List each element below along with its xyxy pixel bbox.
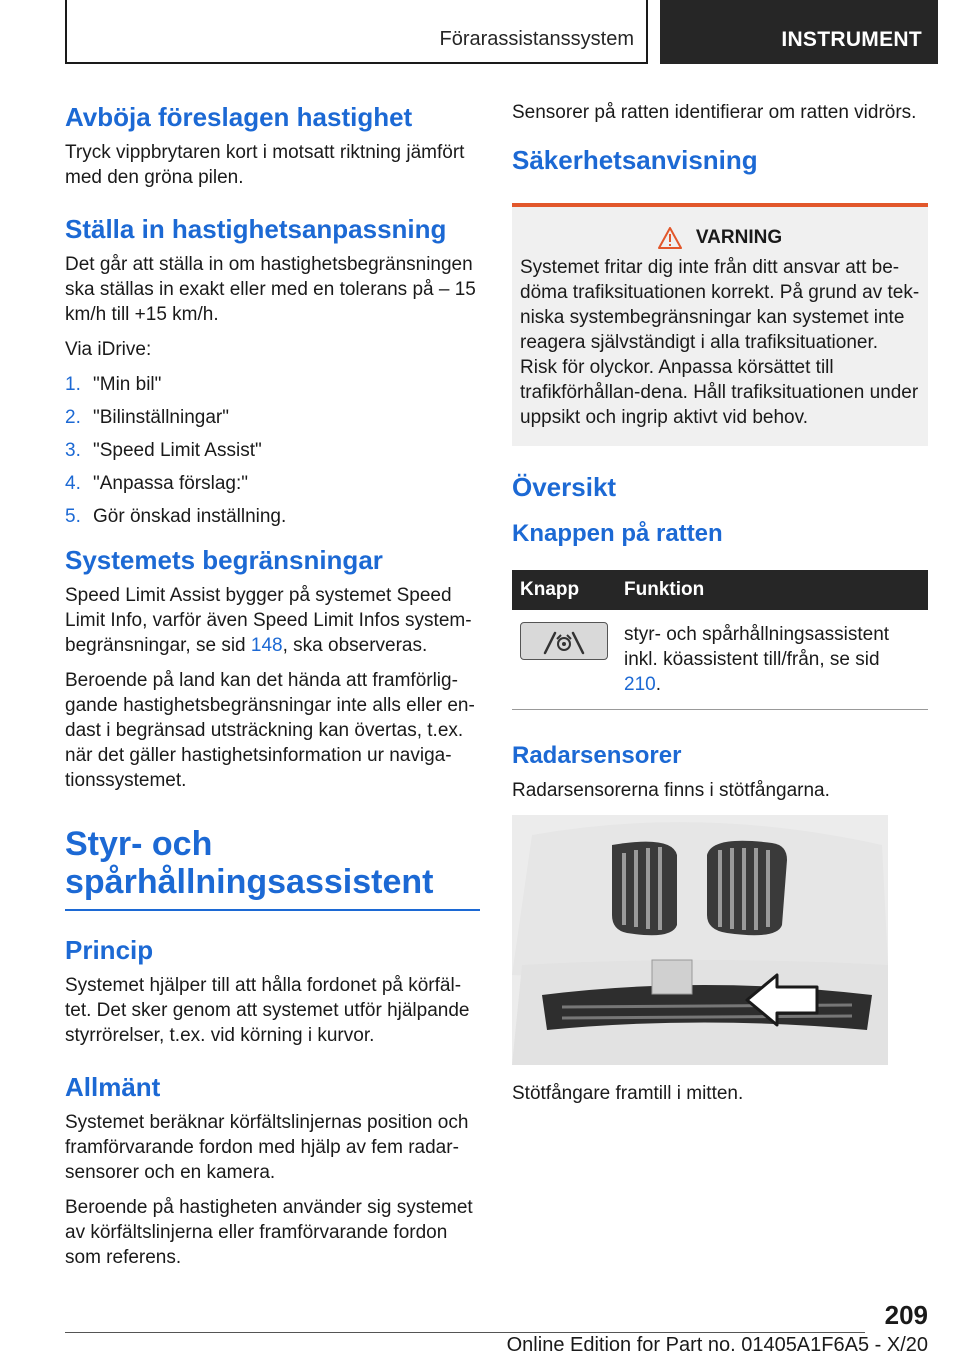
button-table bbox=[512, 570, 928, 710]
header-chapter-tab: INSTRUMENT bbox=[660, 0, 938, 64]
table-header-row bbox=[512, 570, 928, 610]
para-allmant-2: Beroende på hastigheten använder sig systemet av körfältslinjerna eller framförvarande fordon som referens. bbox=[65, 1197, 473, 1268]
para-land: Beroende på land kan det hända att framförlig-gande hastighetsbegränsningar inte alls eller en-dast i begränsad utsträckning kan övertas, t.ex. när det gäller hastighetsinformation ur naviga-tionssystemet. bbox=[65, 670, 475, 791]
heading-oversikt: Översikt bbox=[512, 472, 617, 502]
header-section-title: Förarassistanssystem bbox=[439, 28, 634, 50]
list-item bbox=[65, 504, 480, 529]
table-header-funktion: Funktion bbox=[616, 570, 928, 610]
step-text: "Min bil" bbox=[93, 374, 162, 395]
step-number: 5. bbox=[65, 506, 81, 527]
heading-knappen: Knappen på ratten bbox=[512, 520, 723, 547]
step-text: "Speed Limit Assist" bbox=[93, 440, 262, 461]
heading-avboja: Avböja föreslagen hastighet bbox=[65, 102, 413, 132]
warning-box bbox=[512, 203, 928, 446]
step-text: "Anpassa förslag:" bbox=[93, 473, 249, 494]
para-speed-limit-info: Speed Limit Assist bygger på systemet Speed Limit Info, varför även Speed Limit Infos system-begränsningar, se sid 148, ska observeras. bbox=[65, 585, 472, 656]
table-cell-funktion: styr- och spårhållningsassistent inkl. köassistent till/från, se sid 210. bbox=[616, 610, 928, 710]
para-tolerans: Det går att ställa in om hastighetsbegränsningen ska ställas in exakt eller med en tolerans på – 15 km/h till +15 km/h. bbox=[65, 254, 476, 325]
chapter-heading-block bbox=[65, 825, 480, 911]
warning-triangle-icon bbox=[658, 227, 682, 249]
step-number: 3. bbox=[65, 440, 81, 461]
idrive-steps-list bbox=[65, 372, 480, 529]
list-item bbox=[65, 405, 480, 430]
bumper-photo bbox=[512, 815, 888, 1065]
left-column bbox=[65, 100, 480, 1280]
heading-princip: Princip bbox=[65, 935, 154, 965]
lane-assist-button-icon bbox=[520, 622, 608, 660]
warning-label: VARNING bbox=[695, 227, 783, 248]
list-item bbox=[65, 438, 480, 463]
step-number: 2. bbox=[65, 407, 81, 428]
para-sensorer: Sensorer på ratten identifierar om ratten vidrörs. bbox=[512, 102, 917, 123]
para-allmant-1: Systemet beräknar körfältslinjernas position och framförvarande fordon med hjälp av fem radar-sensorer och en kamera. bbox=[65, 1112, 469, 1183]
footer-edition: Online Edition for Part no. 01405A1F6A5 - X/20 bbox=[506, 1334, 928, 1356]
heading-radarsensorer: Radarsensorer bbox=[512, 742, 682, 769]
step-number: 1. bbox=[65, 374, 81, 395]
chapter-title: Styr- och spårhållningsassistent bbox=[65, 825, 434, 901]
heading-sakerhetsanvisning: Säkerhetsanvisning bbox=[512, 145, 758, 175]
heading-allmant: Allmänt bbox=[65, 1072, 161, 1102]
table-row bbox=[512, 610, 928, 710]
step-text: Gör önskad inställning. bbox=[93, 506, 287, 527]
page-number: 209 bbox=[884, 1300, 928, 1330]
step-number: 4. bbox=[65, 473, 81, 494]
list-item bbox=[65, 372, 480, 397]
para-via-idrive: Via iDrive: bbox=[65, 339, 152, 360]
list-item bbox=[65, 471, 480, 496]
para-princip: Systemet hjälper till att hålla fordonet på körfäl-tet. Det sker genom att systemet utför hjälpande styrrörelser, t.ex. vid körning i kurvor. bbox=[65, 975, 470, 1046]
header-section-box bbox=[65, 0, 648, 64]
table-header-knapp: Knapp bbox=[512, 570, 616, 610]
para-avboja: Tryck vippbrytaren kort i motsatt riktning jämfört med den gröna pilen. bbox=[65, 142, 465, 188]
para-radar: Radarsensorerna finns i stötfångarna. bbox=[512, 780, 830, 801]
heading-begransningar: Systemets begränsningar bbox=[65, 545, 383, 575]
right-column bbox=[512, 100, 928, 1116]
heading-stalla-in: Ställa in hastighetsanpassning bbox=[65, 214, 447, 244]
photo-caption: Stötfångare framtill i mitten. bbox=[512, 1083, 744, 1104]
footer-divider bbox=[65, 1332, 865, 1333]
page-link-210[interactable]: 210 bbox=[624, 674, 656, 695]
step-text: "Bilinställningar" bbox=[93, 407, 229, 428]
warning-text: Systemet fritar dig inte från ditt ansvar att be-döma trafiksituationen korrekt. På grund av tek-niska systembegränsningar kan systemet inte reagera självständigt i alla trafiksituationer. Risk för olyckor. Anpassa körsättet till trafikförhållan-dena. Håll trafiksituationen under uppsikt och ingrip aktivt vid behov. bbox=[520, 257, 920, 428]
page-link-148[interactable]: 148 bbox=[250, 635, 283, 656]
